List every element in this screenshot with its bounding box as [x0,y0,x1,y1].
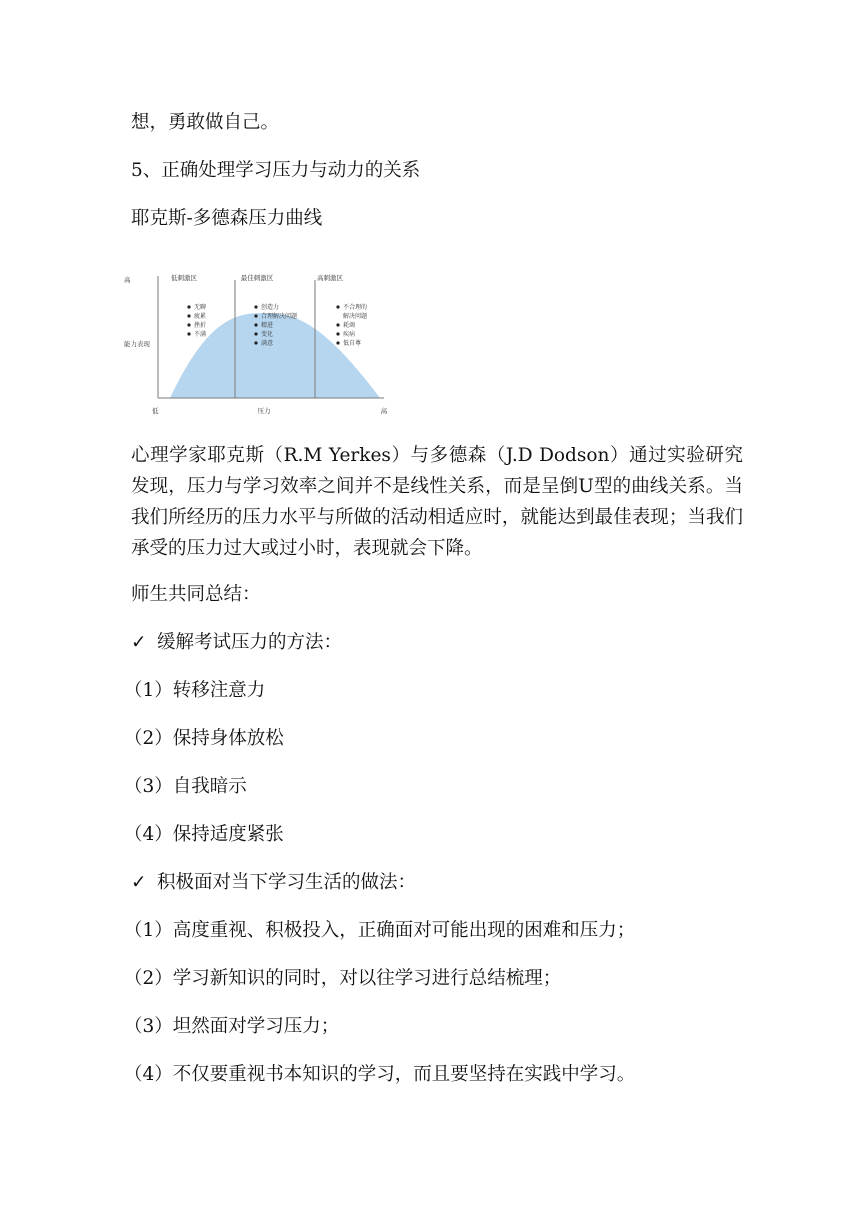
list-item: （1）转移注意力 [124,680,266,701]
zone-title-high: 高刺激区 [317,274,343,282]
checkmark-icon: ✓ [131,632,147,653]
zone-list-low [187,303,206,338]
zone-item: 疲累 [194,313,207,320]
list-item: （3）坦然面对学习压力； [124,1016,340,1037]
checklist-heading-positive-approach [131,870,416,895]
checklist-heading-text: 积极面对当下学习生活的做法： [157,872,417,893]
zone-item: 满意 [261,340,274,347]
list-item: （3）自我暗示 [124,776,247,797]
zone-item: 解决问题 [343,313,368,320]
x-axis-high-label: 高 [380,407,388,415]
yerkes-dodson-figure [118,268,398,418]
figure-caption: 耶克斯-多德森压力曲线 [131,208,323,229]
checklist-heading-text: 缓解考试压力的方法： [157,632,343,653]
checkmark-icon: ✓ [131,872,147,893]
zone-title-optimal: 最佳刺激区 [240,274,274,282]
zone-item: 不满 [194,331,207,338]
y-axis-title: 能力表现 [124,340,150,348]
zone-item: 精进 [261,322,274,329]
summary-title: 师生共同总结： [131,584,261,605]
zone-item: 挫折 [194,322,207,329]
zone-item: 创造力 [261,304,280,311]
list-item: （1）高度重视、积极投入，正确面对可能出现的困难和压力； [124,920,636,941]
checklist-heading-stress-relief [131,630,342,655]
list-item: （4）保持适度紧张 [124,824,284,845]
x-axis-low-label: 低 [152,407,159,415]
zone-item: 无聊 [194,304,207,311]
zone-item: 变化 [261,331,274,338]
list-item: （2）保持身体放松 [124,728,284,749]
zone-item: 耗竭 [343,322,356,329]
zone-item: 疾病 [343,331,356,338]
zone-list-high [336,303,367,347]
y-axis-high-label: 高 [124,276,131,284]
list-item: （2）学习新知识的同时，对以往学习进行总结梳理； [124,968,562,989]
list-item: （4）不仅要重视书本知识的学习，而且要坚持在实践中学习。 [124,1064,636,1085]
line-intro: 想，勇敢做自己。 [131,112,280,133]
zone-title-low: 低刺激区 [171,274,197,282]
zone-item: 低自尊 [343,340,362,347]
section-heading: 5、正确处理学习压力与动力的关系 [131,160,421,181]
zone-item: 合理解决问题 [261,313,298,320]
x-axis-title: 压力 [257,407,271,415]
body-paragraph: 心理学家耶克斯（R.M Yerkes）与多德森（J.D Dodson）通过实验研究发现，压力与学习效率之间并不是线性关系，而是呈倒U型的曲线关系。当我们所经历的压力水平与所做的活动相适应时，就能达到最佳表现；当我们承受的压力过大或过小时，表现就会下降。 [131,445,743,559]
zone-item: 不合理的 [343,304,368,311]
